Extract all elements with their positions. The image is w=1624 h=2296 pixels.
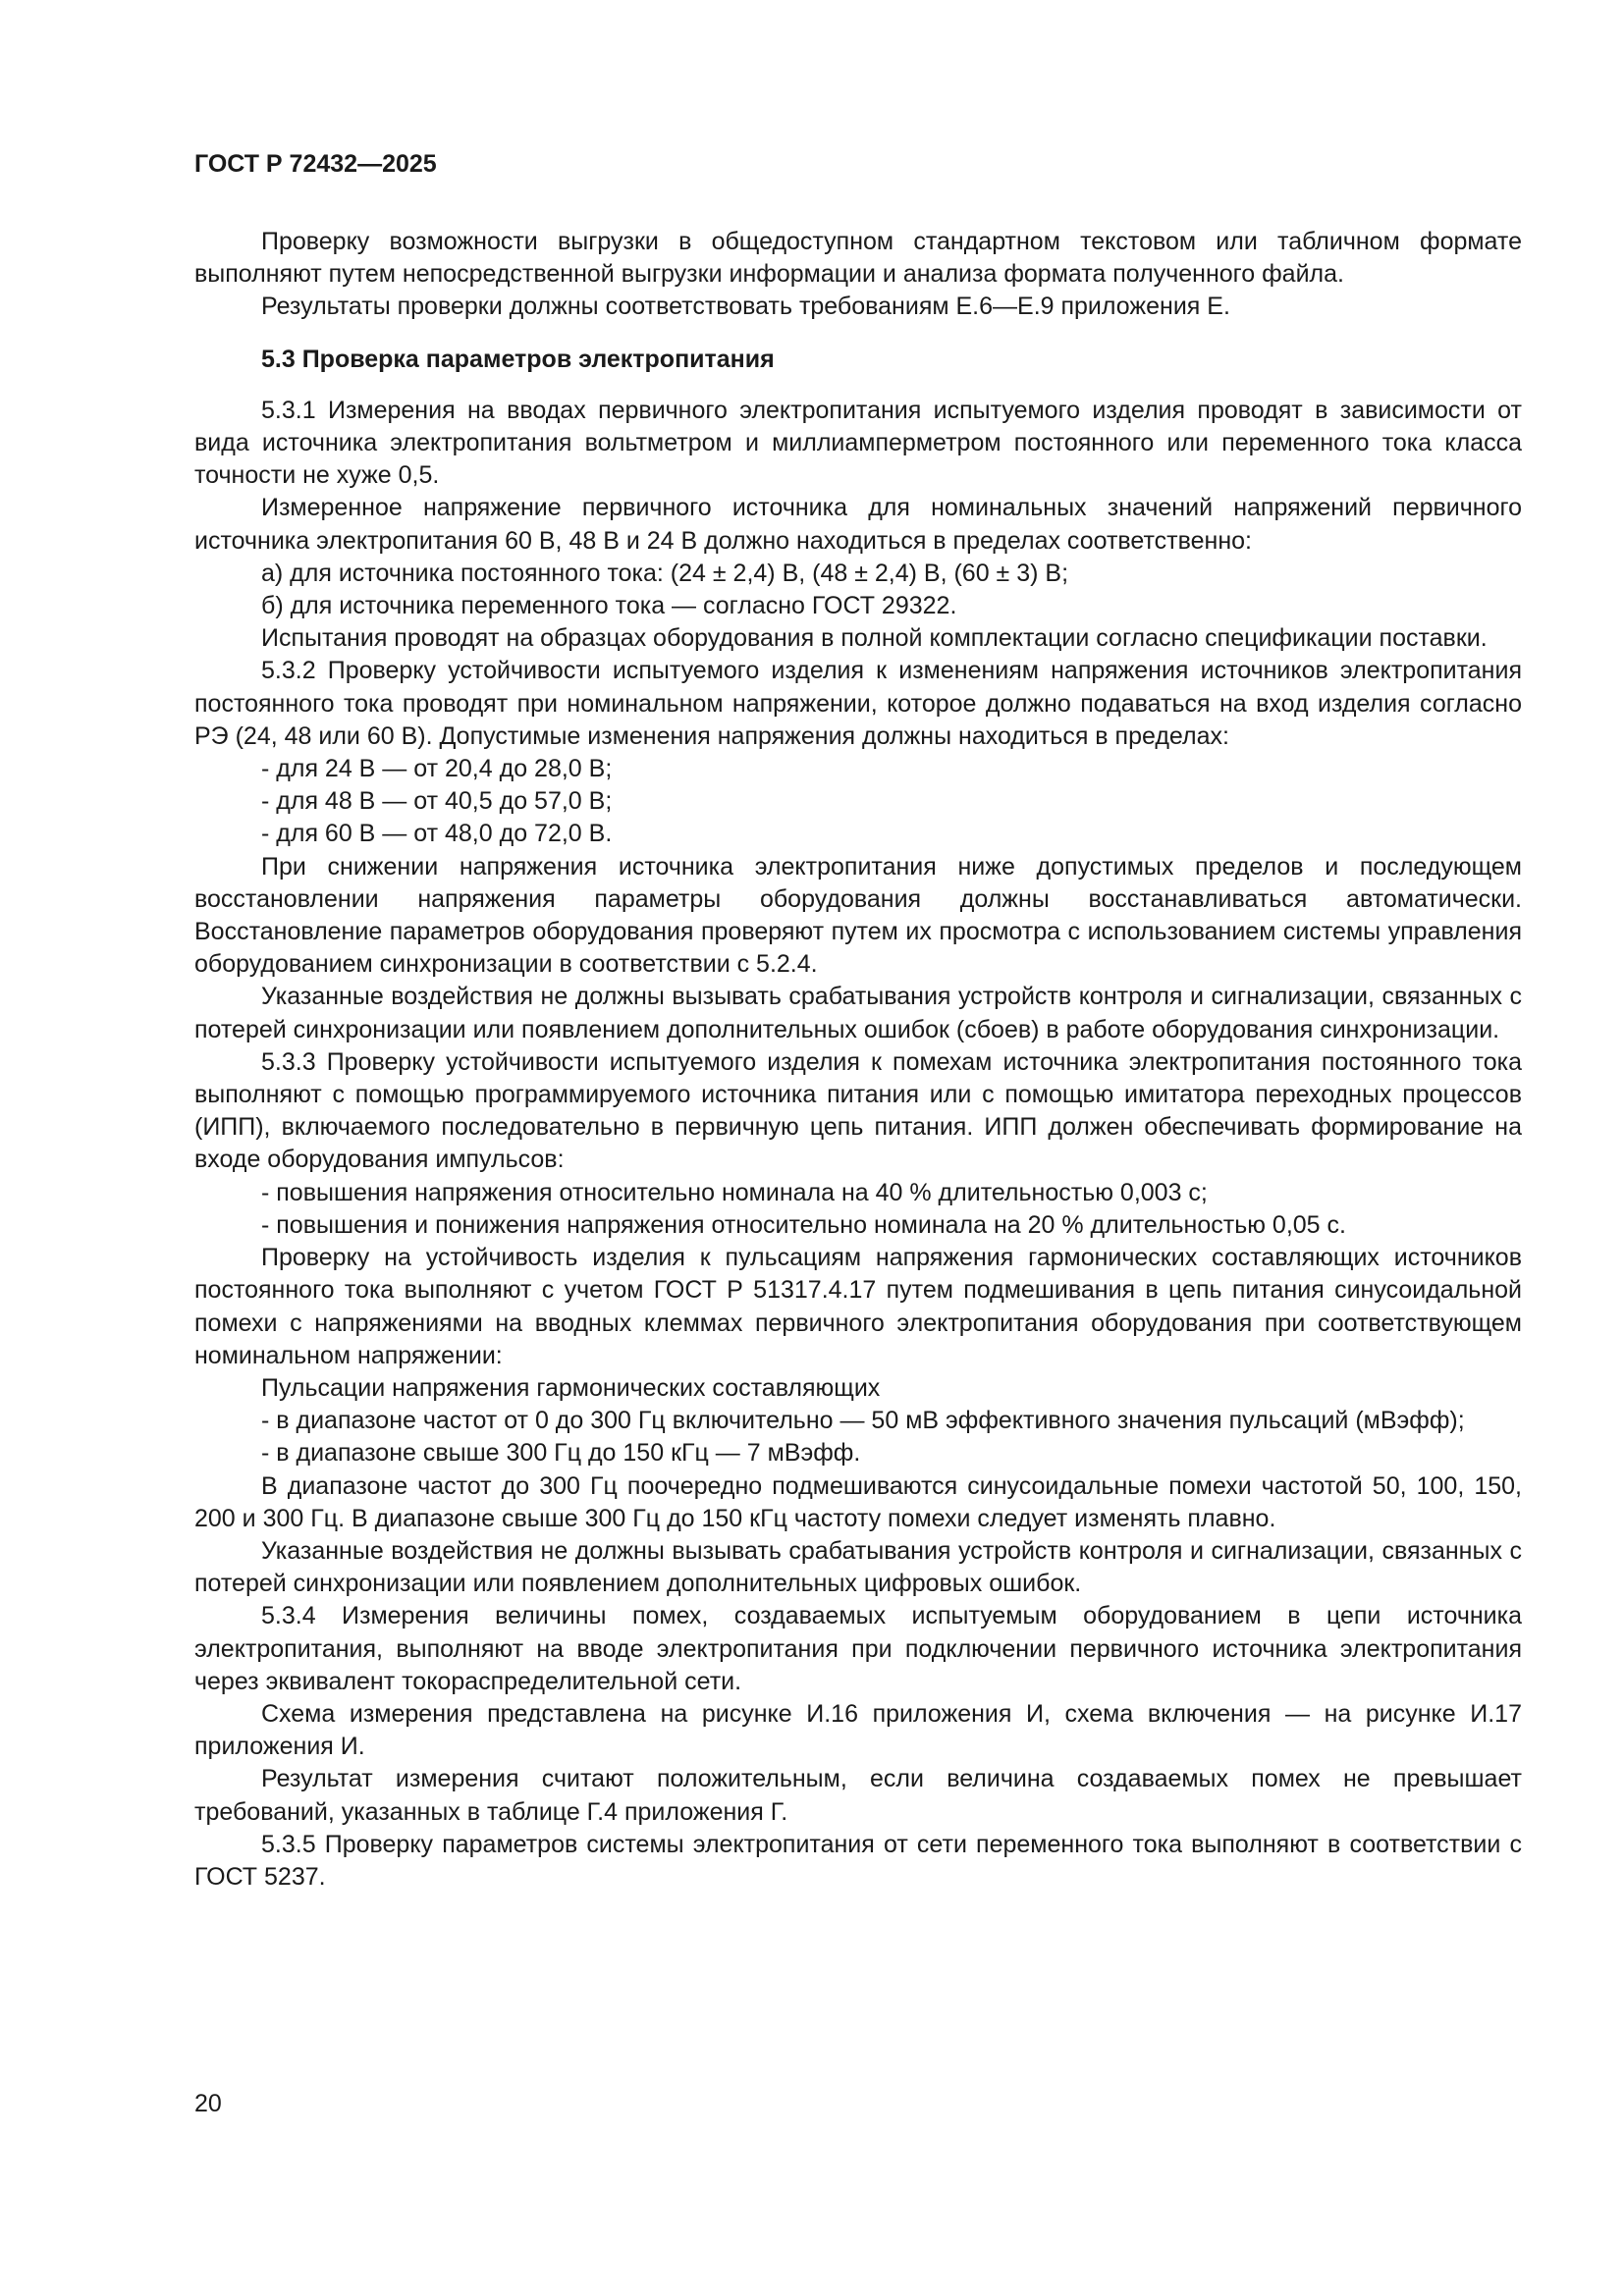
list-item: б) для источника переменного тока — согласно ГОСТ 29322. [261, 592, 957, 620]
paragraph: 5.3.3 Проверку устойчивости испытуемого изделия к помехам источника электропитания постоянного тока выполняют с помощью программируемого источника питания или с помощью имитатора переходных процессов (ИПП), включаемого последовательно в первичную цепь питания. ИПП должен обеспечивать формирование на входе оборудования импульсов: [194, 1047, 1522, 1174]
paragraph: Результаты проверки должны соответствовать требованиям Е.6—Е.9 приложения Е. [261, 293, 1230, 321]
paragraph: В диапазоне частот до 300 Гц поочередно подмешиваются синусоидальные помехи частотой 50, 100, 150, 200 и 300 Гц. В диапазоне свыше 300 Гц до 150 кГц частоту помехи следует изменять плавно. [194, 1471, 1522, 1532]
list-item: - для 48 В — от 40,5 до 57,0 В; [261, 787, 613, 816]
document-header: ГОСТ Р 72432—2025 [194, 150, 437, 178]
list-item: - повышения напряжения относительно номинала на 40 % длительностью 0,003 с; [261, 1178, 1208, 1206]
list-item: - в диапазоне свыше 300 Гц до 150 кГц — 7 мВэфф. [261, 1439, 861, 1468]
paragraph: Испытания проводят на образцах оборудования в полной комплектации согласно спецификации поставки. [261, 624, 1488, 653]
section-heading: 5.3 Проверка параметров электропитания [261, 345, 775, 373]
page-number: 20 [194, 2090, 222, 2117]
paragraph: При снижении напряжения источника электропитания ниже допустимых пределов и последующем восстановлении напряжения параметры оборудования должны восстанавливаться автоматически. Восстановление параметров оборудования проверяют путем их просмотра с использованием системы управления оборудованием синхронизации в соответствии с 5.2.4. [194, 852, 1522, 979]
list-item: - для 60 В — от 48,0 до 72,0 В. [261, 820, 613, 848]
paragraph: Указанные воздействия не должны вызывать срабатывания устройств контроля и сигнализации, связанных с потерей синхронизации или появлением дополнительных цифровых ошибок. [194, 1536, 1522, 1598]
document-body [194, 226, 1522, 1894]
paragraph: 5.3.2 Проверку устойчивости испытуемого изделия к изменениям напряжения источников электропитания постоянного тока проводят при номинальном напряжении, которое должно подаваться на вход изделия согласно РЭ (24, 48 или 60 В). Допустимые изменения напряжения должны находиться в пределах: [194, 657, 1522, 750]
paragraph: 5.3.4 Измерения величины помех, создаваемых испытуемым оборудованием в цепи источника электропитания, выполняют на вводе электропитания при подключении первичного источника электропитания через эквивалент токораспределительной сети. [194, 1602, 1522, 1695]
paragraph: Результат измерения считают положительным, если величина создаваемых помех не превышает требований, указанных в таблице Г.4 приложения Г. [194, 1765, 1522, 1826]
list-item: а) для источника постоянного тока: (24 ± 2,4) В, (48 ± 2,4) В, (60 ± 3) В; [261, 559, 1069, 587]
paragraph: Проверку на устойчивость изделия к пульсациям напряжения гармонических составляющих источников постоянного тока выполняют с учетом ГОСТ Р 51317.4.17 путем подмешивания в цепь питания синусоидальной помехи с напряжениями на вводных клеммах первичного электропитания оборудования при соответствующем номинальном напряжении: [194, 1244, 1522, 1369]
list-item: - в диапазоне частот от 0 до 300 Гц включительно — 50 мВ эффективного значения пульсаций (мВэфф); [261, 1407, 1465, 1435]
paragraph: 5.3.1 Измерения на вводах первичного электропитания испытуемого изделия проводят в зависимости от вида источника электропитания вольтметром и миллиамперметром постоянного или переменного тока класса точности не хуже 0,5. [194, 396, 1522, 490]
paragraph: Схема измерения представлена на рисунке И.16 приложения И, схема включения — на рисунке И.17 приложения И. [194, 1699, 1522, 1761]
paragraph: Измеренное напряжение первичного источника для номинальных значений напряжений первичного источника электропитания 60 В, 48 В и 24 В должно находиться в пределах соответственно: [194, 494, 1522, 555]
list-item: - повышения и понижения напряжения относительно номинала на 20 % длительностью 0,05 с. [261, 1210, 1346, 1239]
paragraph: 5.3.5 Проверку параметров системы электропитания от сети переменного тока выполняют в соответствии с ГОСТ 5237. [194, 1830, 1522, 1891]
paragraph: Указанные воздействия не должны вызывать срабатывания устройств контроля и сигнализации, связанных с потерей синхронизации или появлением дополнительных ошибок (сбоев) в работе оборудования синхронизации. [194, 983, 1522, 1043]
list-item: - для 24 В — от 20,4 до 28,0 В; [261, 755, 613, 783]
paragraph: Проверку возможности выгрузки в общедоступном стандартном текстовом или табличном формате выполняют путем непосредственной выгрузки информации и анализа формата полученного файла. [194, 228, 1522, 289]
paragraph: Пульсации напряжения гармонических составляющих [261, 1373, 881, 1402]
